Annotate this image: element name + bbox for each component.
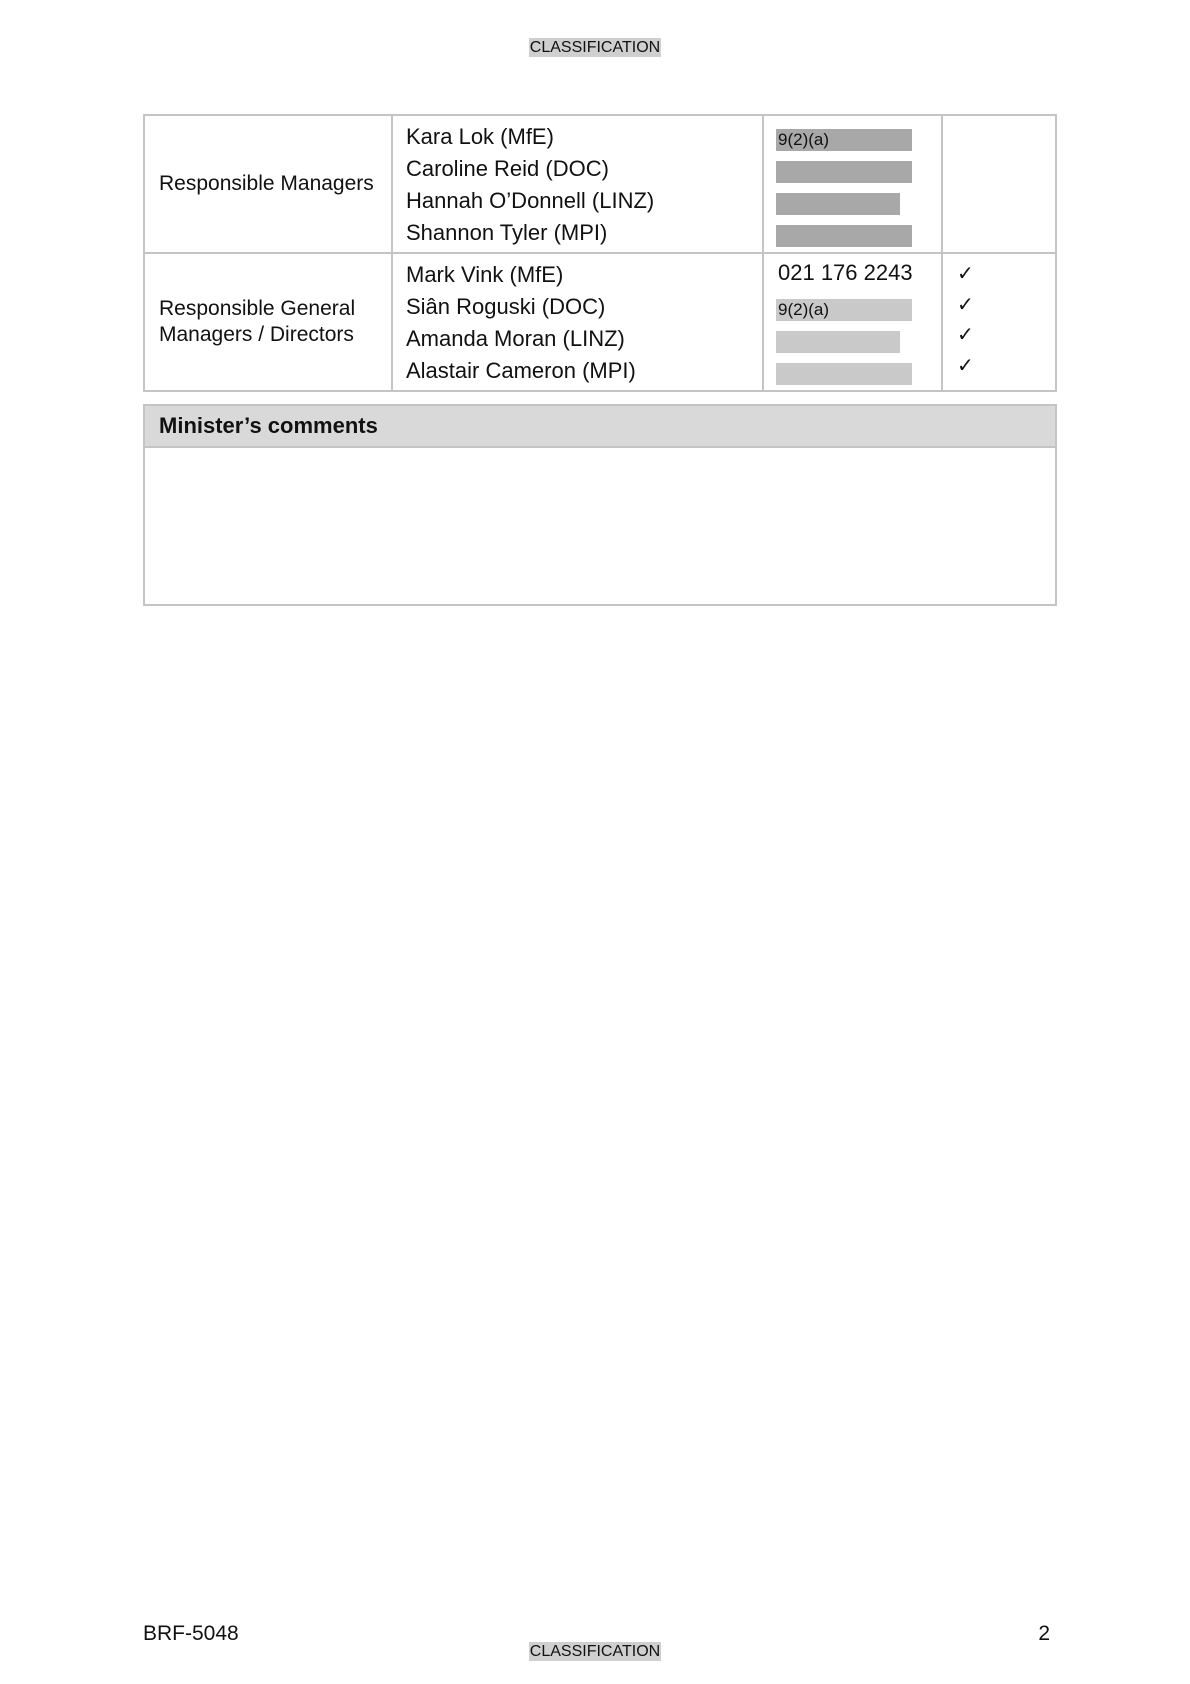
person-name: Caroline Reid (DOC) — [406, 156, 609, 181]
classification-label: CLASSIFICATION — [529, 1643, 661, 1660]
role-label: Responsible General Managers / Directors — [159, 297, 356, 346]
redaction-box — [776, 299, 912, 321]
table-row — [144, 253, 1056, 391]
person-name: Alastair Cameron (MPI) — [406, 358, 636, 383]
phone-number: 021 176 2243 — [778, 260, 913, 285]
person-name: Hannah O’Donnell (LINZ) — [406, 188, 655, 213]
check-icon: ✓ — [957, 322, 974, 346]
role-label: Responsible Managers — [159, 172, 374, 195]
person-name: Siân Roguski (DOC) — [406, 294, 606, 319]
phones-cell — [763, 253, 942, 391]
page-number: 2 — [1038, 1622, 1050, 1645]
names-cell — [392, 253, 763, 391]
person-name: Kara Lok (MfE) — [406, 124, 554, 149]
classification-header — [0, 38, 1190, 58]
person-name: Mark Vink (MfE) — [406, 262, 564, 287]
check-icon: ✓ — [957, 291, 974, 316]
check-icon: ✓ — [957, 261, 974, 285]
redaction-box — [776, 363, 912, 385]
checks-cell — [942, 115, 1056, 253]
role-cell — [144, 253, 392, 391]
table-row — [144, 115, 1056, 253]
role-cell — [144, 115, 392, 253]
names-cell — [392, 115, 763, 253]
minister-comments-box — [143, 404, 1057, 606]
check-icon: ✓ — [957, 352, 974, 377]
person-name: Shannon Tyler (MPI) — [406, 220, 608, 245]
contacts-table — [143, 114, 1057, 392]
classification-label: CLASSIFICATION — [529, 39, 661, 56]
redaction-code: 9(2)(a) — [778, 130, 830, 149]
person-name: Amanda Moran (LINZ) — [406, 326, 625, 351]
redaction-box — [776, 161, 912, 183]
checks-cell — [942, 253, 1056, 391]
redaction-box — [776, 129, 912, 151]
comments-heading: Minister’s comments — [145, 406, 1055, 448]
redaction-box — [776, 193, 900, 215]
redaction-box — [776, 225, 912, 247]
redaction-box — [776, 331, 900, 353]
classification-footer — [0, 1642, 1190, 1662]
phones-cell — [763, 115, 942, 253]
redaction-code: 9(2)(a) — [778, 300, 830, 319]
document-reference: BRF-5048 — [143, 1622, 239, 1645]
